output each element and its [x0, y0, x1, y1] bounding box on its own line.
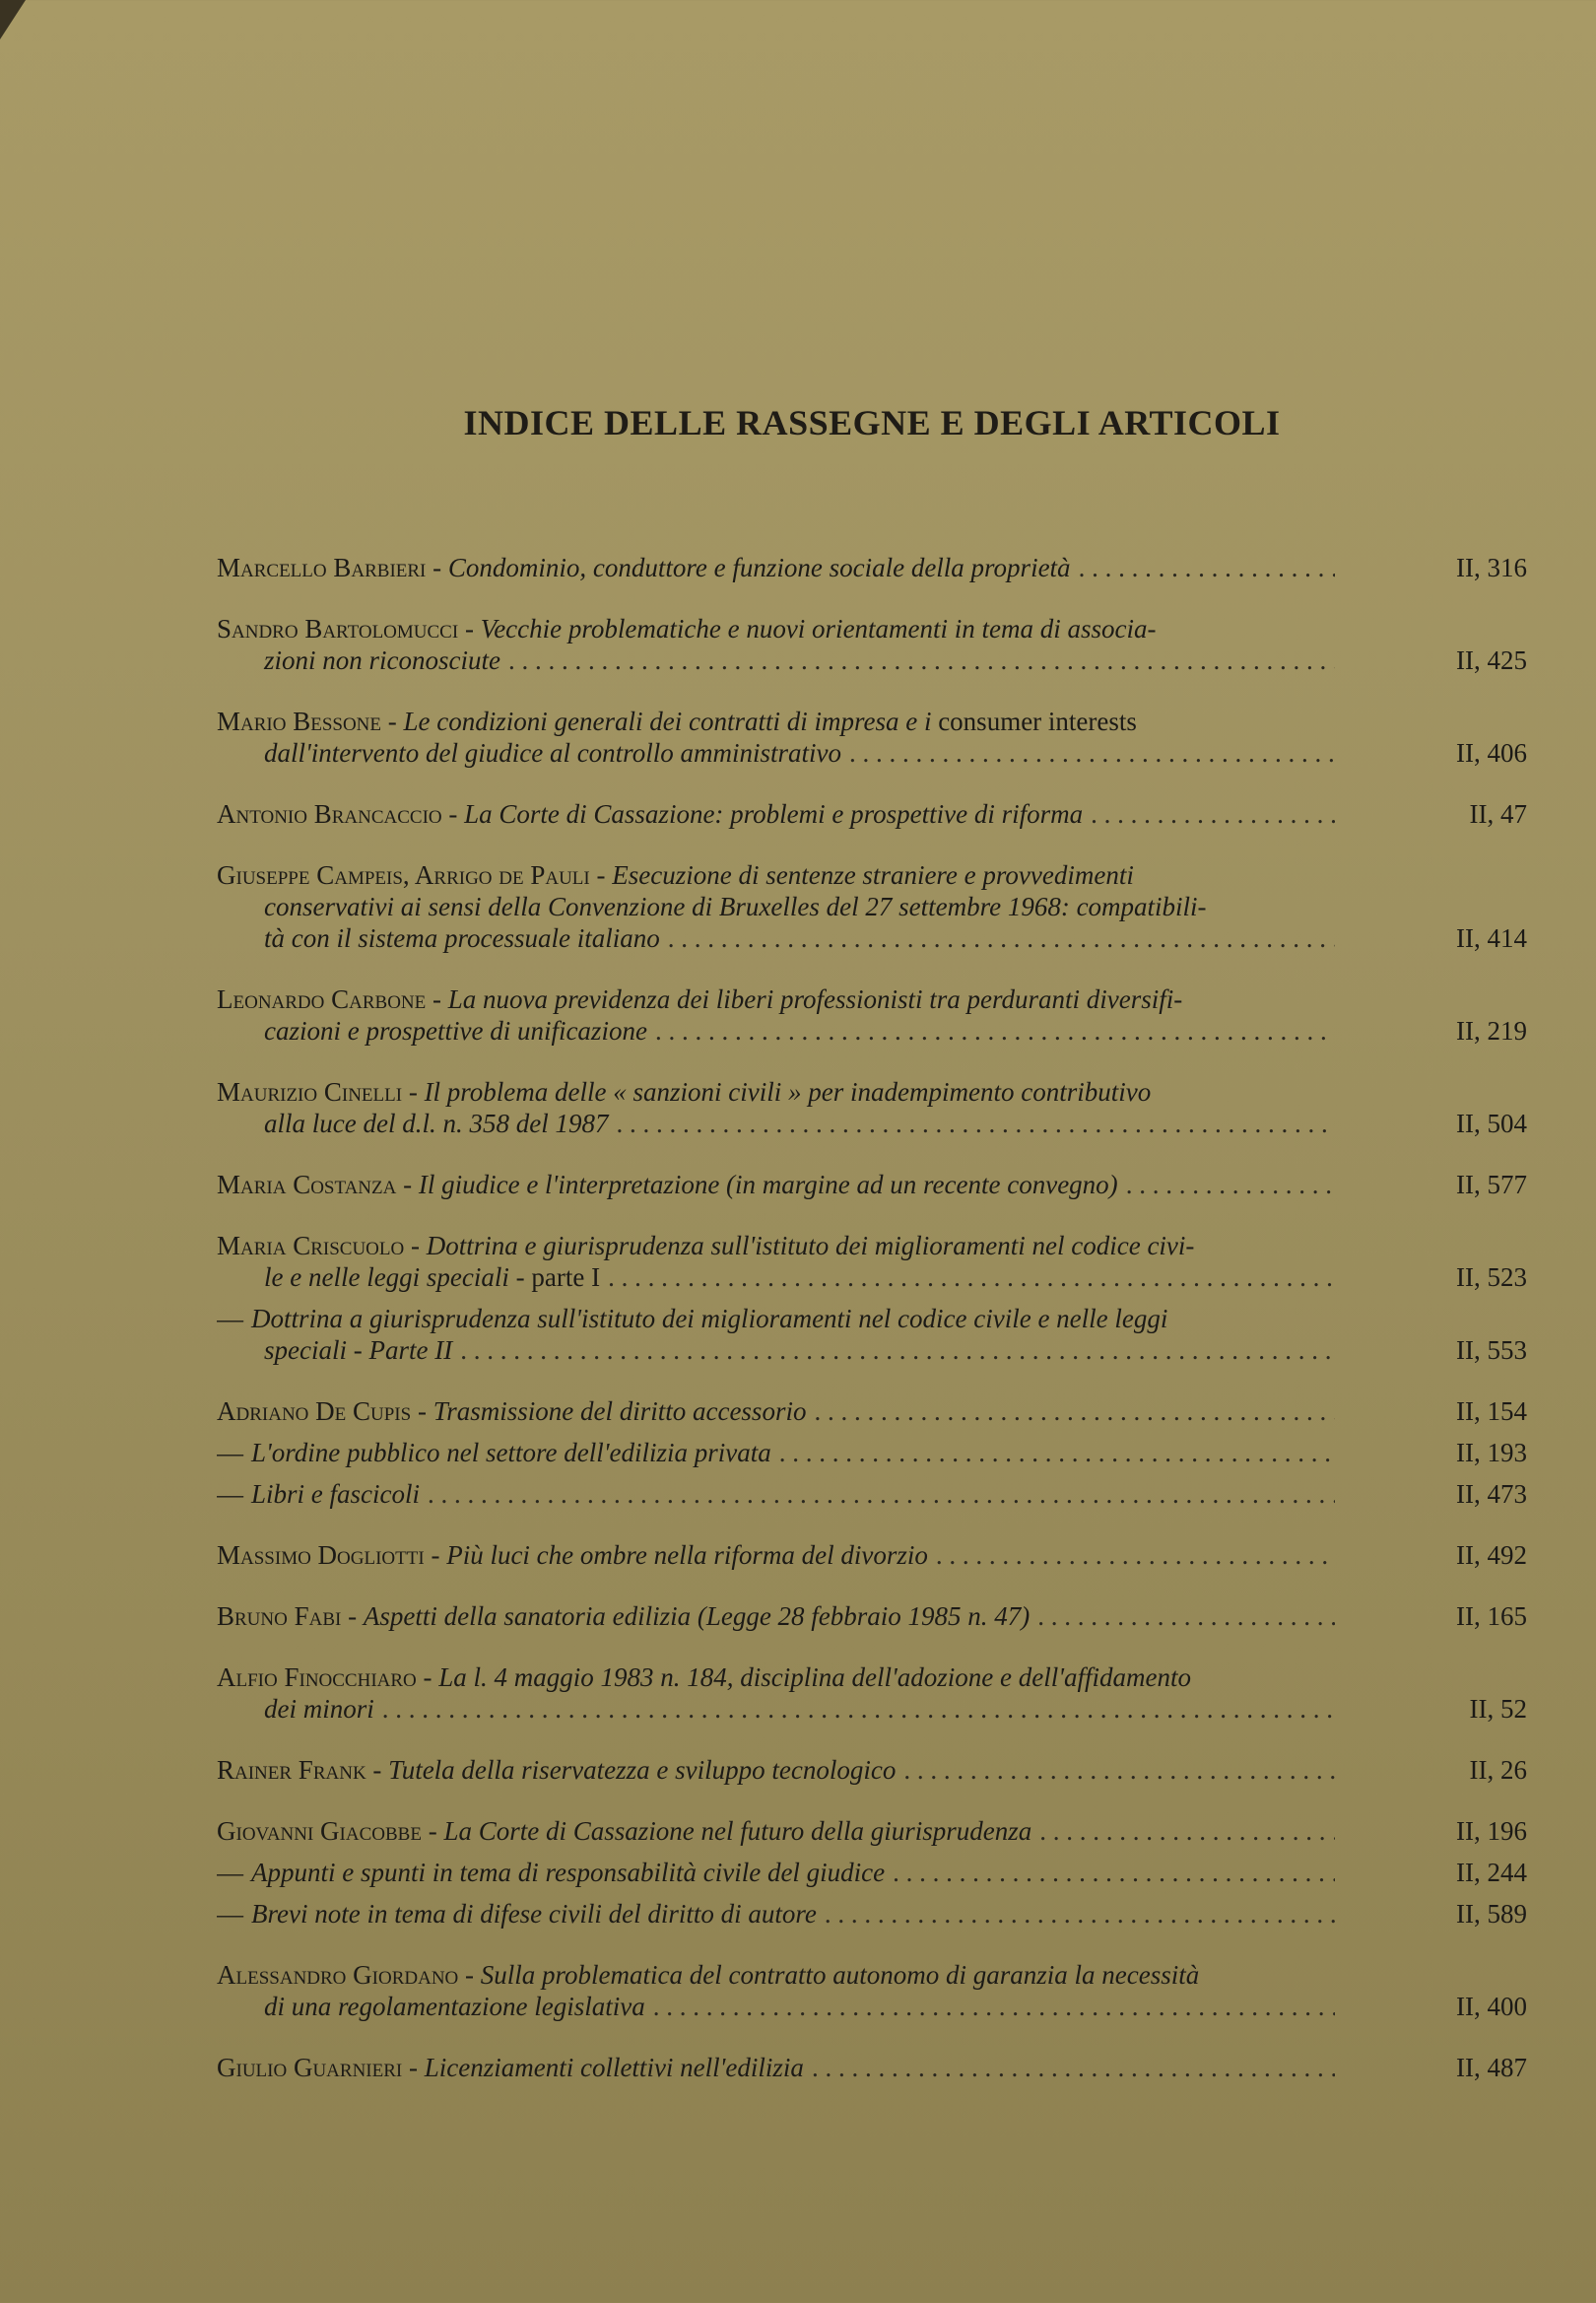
leader-dots — [936, 1539, 1335, 1571]
leader-dots — [779, 1437, 1335, 1468]
entry-title: alla luce del d.l. n. 358 del 1987 — [264, 1109, 609, 1138]
toc-entry-main — [217, 1661, 1527, 1725]
leader-dots — [608, 1261, 1335, 1293]
entry-text — [217, 1437, 771, 1468]
toc-entry-main — [217, 2052, 1527, 2083]
author-separator: - — [411, 1396, 433, 1426]
leader-dots — [1037, 1600, 1335, 1632]
entry-text — [217, 707, 1137, 736]
toc-entry — [217, 1754, 1527, 1786]
entry-author: Giulio Guarnieri — [217, 2053, 403, 2082]
leader-dots — [1091, 798, 1335, 830]
entry-text — [217, 1395, 806, 1427]
toc-entry — [217, 798, 1527, 830]
author-separator: - — [402, 2053, 425, 2082]
entry-line — [217, 1437, 1335, 1468]
entry-title: Tutela della riservatezza e sviluppo tecnologico — [388, 1755, 897, 1785]
entry-text — [217, 1169, 1118, 1200]
page-reference: II, 473 — [1456, 1479, 1527, 1509]
toc-entry — [217, 1169, 1527, 1200]
entry-text — [217, 860, 1134, 890]
entry-title: di una regolamentazione legislativa — [264, 1992, 645, 2021]
leader-dots — [668, 922, 1335, 954]
leader-dots — [1126, 1169, 1335, 1200]
toc-entry-main — [217, 1076, 1527, 1139]
dash-mark: — — [217, 1479, 243, 1509]
entry-text — [217, 1857, 885, 1888]
entry-author: Maria Criscuolo — [217, 1231, 405, 1260]
entry-title: Il problema delle « sanzioni civili » per inadempimento contributivo — [424, 1077, 1152, 1107]
entry-text — [217, 1539, 928, 1571]
entry-author: Alfio Finocchiaro — [217, 1662, 417, 1692]
toc-entry-main — [217, 1395, 1527, 1427]
toc-entry-main — [217, 983, 1527, 1047]
page-reference: II, 400 — [1456, 1992, 1527, 2021]
entry-line — [217, 1991, 1335, 2022]
leader-dots — [382, 1693, 1335, 1725]
entry-title: cazioni e prospettive di unificazione — [264, 1016, 647, 1046]
entry-text — [264, 644, 500, 676]
entry-line — [217, 737, 1335, 769]
page-title: INDICE DELLE RASSEGNE E DEGLI ARTICOLI — [463, 403, 1281, 442]
entry-text — [264, 1261, 600, 1293]
entry-line — [217, 1815, 1335, 1847]
toc-entry — [217, 983, 1527, 1047]
entry-author: Giovanni Giacobbe — [217, 1816, 422, 1846]
leader-dots — [616, 1108, 1335, 1139]
entry-author: Maurizio Cinelli — [217, 1077, 403, 1107]
entry-line — [217, 1898, 1335, 1930]
leader-dots — [653, 1991, 1335, 2022]
leader-dots — [849, 737, 1335, 769]
toc-entry — [217, 1959, 1527, 2022]
dash-mark: — — [217, 1438, 243, 1467]
author-separator: - — [424, 1540, 447, 1570]
entry-line — [217, 1230, 1335, 1261]
page-reference: II, 487 — [1456, 2053, 1527, 2082]
entry-line — [217, 1303, 1335, 1334]
entry-line — [217, 859, 1335, 891]
toc-entry-main — [217, 1230, 1527, 1293]
toc-subentry — [217, 1898, 1527, 1930]
toc-entry — [217, 1815, 1527, 1930]
toc-entry — [217, 1076, 1527, 1139]
entry-text — [217, 552, 1071, 583]
entry-line — [217, 1600, 1335, 1632]
entry-text — [217, 984, 1182, 1014]
entry-text — [217, 614, 1157, 643]
author-separator: - — [404, 1231, 427, 1260]
table-of-contents — [217, 552, 1527, 2113]
toc-entry — [217, 1230, 1527, 1366]
page-reference: II, 577 — [1456, 1170, 1527, 1199]
entry-author: Adriano De Cupis — [217, 1396, 412, 1426]
entry-line — [217, 1015, 1335, 1047]
entry-title: Libri e fascicoli — [251, 1479, 420, 1509]
entry-text — [217, 1231, 1194, 1260]
entry-author: Marcello Barbieri — [217, 553, 427, 582]
entry-text — [217, 1478, 420, 1510]
entry-title: Le condizioni generali dei contratti di impresa e i — [403, 707, 932, 736]
entry-line — [217, 1395, 1335, 1427]
toc-entry-main — [217, 706, 1527, 769]
entry-line — [217, 1857, 1335, 1888]
entry-line — [217, 1334, 1335, 1366]
toc-entry-main — [217, 1169, 1527, 1200]
toc-entry-main — [217, 1539, 1527, 1571]
entry-text — [217, 1960, 1199, 1990]
toc-entry — [217, 1600, 1527, 1632]
leader-dots — [655, 1015, 1335, 1047]
entry-line — [217, 1754, 1335, 1786]
entry-text — [264, 922, 660, 954]
toc-entry-main — [217, 798, 1527, 830]
entry-title: speciali - Parte II — [264, 1335, 453, 1365]
leader-dots — [428, 1478, 1335, 1510]
toc-entry — [217, 2052, 1527, 2083]
entry-line — [217, 1261, 1335, 1293]
entry-line — [217, 1169, 1335, 1200]
entry-title: conservativi ai sensi della Convenzione di Bruxelles del 27 settembre 1968: compatibili- — [264, 892, 1207, 921]
toc-subentry — [217, 1478, 1527, 1510]
entry-title: Dottrina e giurisprudenza sull'istituto dei miglioramenti nel codice civi- — [426, 1231, 1195, 1260]
toc-entry-main — [217, 859, 1527, 954]
entry-title: le e nelle leggi speciali — [264, 1262, 509, 1292]
entry-line — [217, 1661, 1335, 1693]
entry-author: Leonardo Carbone — [217, 984, 427, 1014]
entry-text — [264, 1015, 647, 1047]
entry-author: Giuseppe Campeis, Arrigo de Pauli — [217, 860, 590, 890]
entry-text — [217, 1815, 1031, 1847]
entry-title: Più luci che ombre nella riforma del divorzio — [446, 1540, 928, 1570]
entry-author: Maria Costanza — [217, 1170, 397, 1199]
entry-text — [217, 1077, 1151, 1107]
entry-line — [217, 798, 1335, 830]
toc-entry — [217, 859, 1527, 954]
author-separator: - — [589, 860, 613, 890]
dash-mark: — — [217, 1899, 243, 1929]
toc-entry-main — [217, 1959, 1527, 2022]
toc-subentry — [217, 1857, 1527, 1888]
toc-entry-main — [217, 613, 1527, 676]
toc-subentry — [217, 1437, 1527, 1468]
entry-text — [217, 2052, 804, 2083]
author-separator: - — [366, 1755, 389, 1785]
entry-line — [217, 2052, 1335, 2083]
toc-entry — [217, 613, 1527, 676]
author-separator: - — [426, 553, 448, 582]
entry-line — [217, 983, 1335, 1015]
page-reference: II, 589 — [1456, 1899, 1527, 1929]
entry-text — [217, 798, 1083, 830]
toc-entry-main — [217, 1815, 1527, 1847]
entry-text — [264, 737, 841, 769]
page-reference: II, 52 — [1469, 1694, 1527, 1724]
toc-entry-main — [217, 1600, 1527, 1632]
entry-title: tà con il sistema processuale italiano — [264, 923, 660, 953]
toc-subentry — [217, 1303, 1527, 1366]
page-reference: II, 414 — [1456, 923, 1527, 953]
entry-line — [217, 1478, 1335, 1510]
entry-title: Trasmissione del diritto accessorio — [432, 1396, 807, 1426]
author-separator: - — [458, 614, 481, 643]
entry-line — [217, 552, 1335, 583]
toc-entry — [217, 706, 1527, 769]
entry-title: Vecchie problematiche e nuovi orientamenti in tema di associa- — [480, 614, 1157, 643]
entry-text — [217, 1754, 896, 1786]
entry-title: La nuova previdenza dei liberi professionisti tra perduranti diversifi- — [447, 984, 1183, 1014]
entry-text — [264, 1108, 608, 1139]
entry-title: zioni non riconosciute — [264, 645, 500, 675]
author-separator: - — [458, 1960, 481, 1990]
entry-title: Dottrina a giurisprudenza sull'istituto dei miglioramenti nel codice civile e nelle leggi — [251, 1304, 1168, 1333]
toc-entry-main — [217, 552, 1527, 583]
entry-title: La Corte di Cassazione nel futuro della giurisprudenza — [443, 1816, 1032, 1846]
page-reference: II, 154 — [1456, 1396, 1527, 1426]
entry-text — [217, 1600, 1030, 1632]
entry-line — [217, 922, 1335, 954]
entry-title: Aspetti della sanatoria edilizia (Legge 28 febbraio 1985 n. 47) — [363, 1601, 1031, 1631]
entry-line — [217, 706, 1335, 737]
page-reference: II, 47 — [1469, 799, 1527, 829]
entry-title: Appunti e spunti in tema di responsabilità civile del giudice — [251, 1858, 886, 1887]
page-corner-fold — [0, 0, 26, 39]
leader-dots — [460, 1334, 1335, 1366]
leader-dots — [508, 644, 1335, 676]
author-separator: - — [381, 707, 404, 736]
entry-text — [217, 1304, 1167, 1333]
entry-line — [217, 1959, 1335, 1991]
page-reference: II, 425 — [1456, 645, 1527, 675]
entry-title-plain: consumer interests — [938, 707, 1137, 736]
leader-dots — [812, 2052, 1335, 2083]
entry-title: Sulla problematica del contratto autonomo di garanzia la necessità — [480, 1960, 1200, 1990]
entry-author: Mario Bessone — [217, 707, 381, 736]
entry-title: L'ordine pubblico nel settore dell'edilizia privata — [251, 1438, 771, 1467]
entry-text — [264, 1991, 645, 2022]
entry-text — [217, 1662, 1191, 1692]
toc-entry-main — [217, 1754, 1527, 1786]
page-reference: II, 492 — [1456, 1540, 1527, 1570]
leader-dots — [825, 1898, 1335, 1930]
page-reference: II, 553 — [1456, 1335, 1527, 1365]
entry-title: Il giudice e l'interpretazione (in margine ad un recente convegno) — [418, 1170, 1118, 1199]
entry-line — [217, 644, 1335, 676]
toc-entry — [217, 552, 1527, 583]
entry-author: Massimo Dogliotti — [217, 1540, 425, 1570]
author-separator: - — [402, 1077, 425, 1107]
author-separator: - — [396, 1170, 419, 1199]
entry-title: dall'intervento del giudice al controllo amministrativo — [264, 738, 841, 768]
page-reference: II, 316 — [1456, 553, 1527, 582]
leader-dots — [814, 1395, 1335, 1427]
entry-text — [264, 1334, 452, 1366]
author-separator: - — [426, 984, 448, 1014]
dash-mark: — — [217, 1858, 243, 1887]
entry-author: Sandro Bartolomucci — [217, 614, 459, 643]
page-reference: II, 26 — [1469, 1755, 1527, 1785]
entry-text — [217, 1898, 817, 1930]
leader-dots — [893, 1857, 1335, 1888]
entry-author: Bruno Fabi — [217, 1601, 342, 1631]
leader-dots — [903, 1754, 1335, 1786]
page-reference: II, 196 — [1456, 1816, 1527, 1846]
entry-text — [264, 892, 1207, 921]
toc-entry — [217, 1661, 1527, 1725]
entry-title: La l. 4 maggio 1983 n. 184, disciplina dell'adozione e dell'affidamento — [438, 1662, 1192, 1692]
toc-entry — [217, 1395, 1527, 1510]
leader-dots — [1079, 552, 1335, 583]
author-separator: - — [421, 1816, 444, 1846]
entry-line — [217, 1539, 1335, 1571]
page-reference: II, 165 — [1456, 1601, 1527, 1631]
author-separator: - — [441, 799, 465, 829]
entry-author: Alessandro Giordano — [217, 1960, 459, 1990]
page-reference: II, 406 — [1456, 738, 1527, 768]
page-reference: II, 504 — [1456, 1109, 1527, 1138]
entry-line — [217, 891, 1335, 922]
entry-line — [217, 1108, 1335, 1139]
entry-title: Condominio, conduttore e funzione sociale della proprietà — [447, 553, 1071, 582]
entry-title: Licenziamenti collettivi nell'edilizia — [424, 2053, 804, 2082]
author-separator: - — [416, 1662, 439, 1692]
entry-title: La Corte di Cassazione: problemi e prospettive di riforma — [464, 799, 1084, 829]
entry-line — [217, 1693, 1335, 1725]
author-separator: - — [341, 1601, 364, 1631]
entry-text — [264, 1693, 374, 1725]
entry-author: Antonio Brancaccio — [217, 799, 442, 829]
entry-line — [217, 613, 1335, 644]
dash-mark: — — [217, 1304, 243, 1333]
page-reference: II, 193 — [1456, 1438, 1527, 1467]
toc-entry — [217, 1539, 1527, 1571]
page-reference: II, 523 — [1456, 1262, 1527, 1292]
page-reference: II, 244 — [1456, 1858, 1527, 1887]
entry-title: dei minori — [264, 1694, 374, 1724]
entry-title: Esecuzione di sentenze straniere e provvedimenti — [612, 860, 1134, 890]
leader-dots — [1039, 1815, 1335, 1847]
entry-title: Brevi note in tema di difese civili del diritto di autore — [251, 1899, 817, 1929]
entry-line — [217, 1076, 1335, 1108]
page-reference: II, 219 — [1456, 1016, 1527, 1046]
entry-title-plain: - parte I — [515, 1262, 601, 1292]
entry-author: Rainer Frank — [217, 1755, 366, 1785]
